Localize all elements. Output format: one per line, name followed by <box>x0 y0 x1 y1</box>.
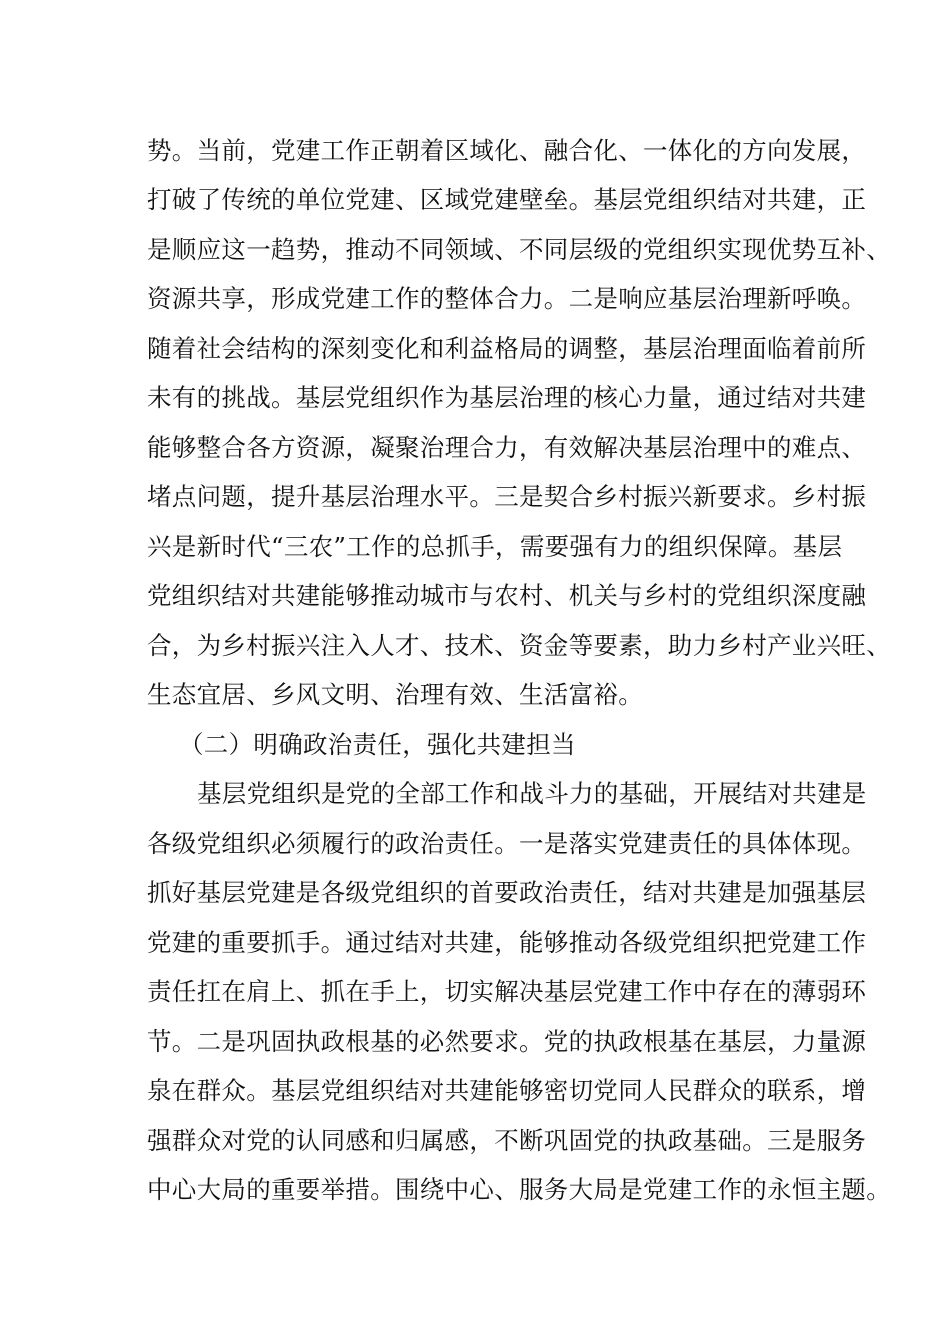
text-line: 堵点问题，提升基层治理水平。三是契合乡村振兴新要求。乡村振 <box>147 482 867 511</box>
text-line: 节。二是巩固执政根基的必然要求。党的执政根基在基层，力量源 <box>147 1027 867 1056</box>
text-line: 未有的挑战。基层党组织作为基层治理的核心力量，通过结对共建 <box>147 383 867 412</box>
text-line: 资源共享，形成党建工作的整体合力。二是响应基层治理新呼唤。 <box>147 284 867 313</box>
text-line: 合，为乡村振兴注入人才、技术、资金等要素，助力乡村产业兴旺、 <box>147 631 891 660</box>
text-line: 党组织结对共建能够推动城市与农村、机关与乡村的党组织深度融 <box>147 581 867 610</box>
text-line: 党建的重要抓手。通过结对共建，能够推动各级党组织把党建工作 <box>147 928 867 957</box>
text-line: 各级党组织必须履行的政治责任。一是落实党建责任的具体体现。 <box>147 829 867 858</box>
text-line: 强群众对党的认同感和归属感，不断巩固党的执政基础。三是服务 <box>147 1126 867 1155</box>
text-line: 基层党组织是党的全部工作和战斗力的基础，开展结对共建是 <box>197 779 867 808</box>
text-line: 能够整合各方资源，凝聚治理合力，有效解决基层治理中的难点、 <box>147 433 867 462</box>
text-line: 泉在群众。基层党组织结对共建能够密切党同人民群众的联系，增 <box>147 1076 867 1105</box>
text-line: 抓好基层党建是各级党组织的首要政治责任，结对共建是加强基层 <box>147 878 867 907</box>
text-line: 兴是新时代“三农”工作的总抓手，需要强有力的组织保障。基层 <box>147 532 843 561</box>
section-heading: （二）明确政治责任，强化共建担当 <box>179 730 576 759</box>
text-line: 打破了传统的单位党建、区域党建壁垒。基层党组织结对共建，正 <box>147 185 867 214</box>
text-line: 责任扛在肩上、抓在手上，切实解决基层党建工作中存在的薄弱环 <box>147 977 867 1006</box>
text-line: 生态宜居、乡风文明、治理有效、生活富裕。 <box>147 680 643 709</box>
text-line: 随着社会结构的深刻变化和利益格局的调整，基层治理面临着前所 <box>147 334 867 363</box>
text-line: 中心大局的重要举措。围绕中心、服务大局是党建工作的永恒主题。 <box>147 1175 891 1204</box>
text-line: 势。当前，党建工作正朝着区域化、融合化、一体化的方向发展， <box>147 136 867 165</box>
text-line: 是顺应这一趋势，推动不同领域、不同层级的党组织实现优势互补、 <box>147 235 891 264</box>
